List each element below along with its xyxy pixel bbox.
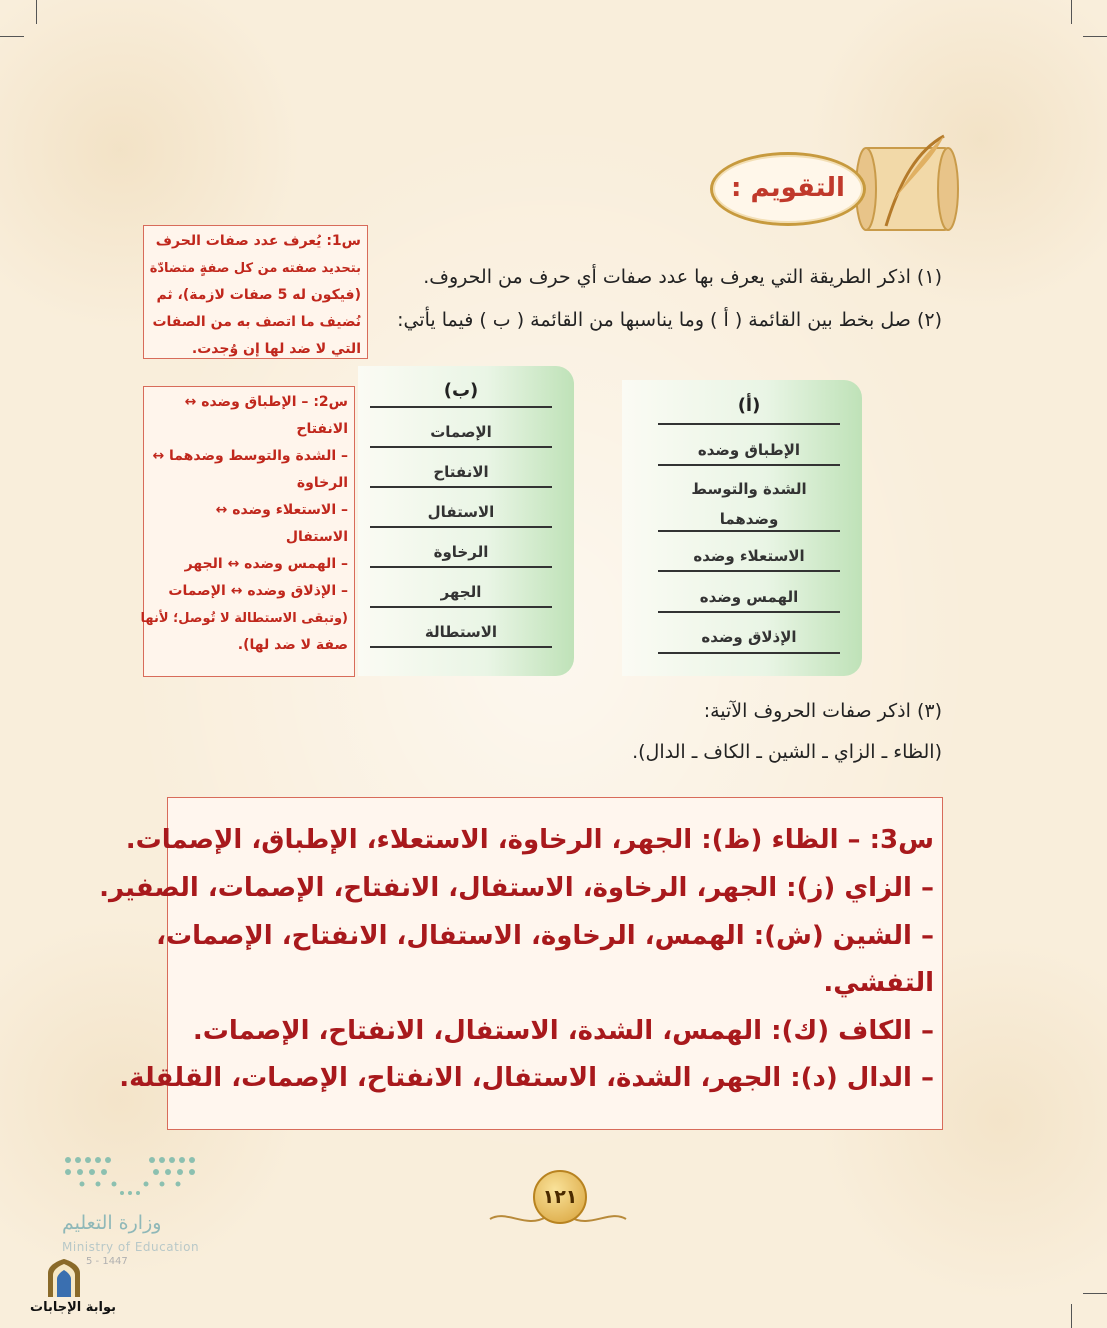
ministry-name-en: Ministry of Education <box>62 1240 200 1254</box>
answer-2-line: – الاستعلاء وضده ↔ <box>215 502 348 518</box>
list-a-item: وضدهما <box>719 510 779 528</box>
list-b-rule <box>370 526 552 528</box>
answer-1-line: نُضيف ما اتصف به من الصفات <box>152 314 361 330</box>
answer-3-line: التفشي. <box>823 968 934 998</box>
answer-3-box <box>99 797 943 1130</box>
list-b-item: الاستفال <box>427 503 495 521</box>
answer-2-box <box>140 386 355 677</box>
answer-1-label: س1: <box>326 233 361 249</box>
list-b-item: الرخاوة <box>433 543 489 561</box>
list-b-header: (ب) <box>443 380 479 401</box>
list-a-rule <box>658 570 840 572</box>
list-a-item: الاستعلاء وضده <box>693 547 805 565</box>
list-a-rule <box>658 464 840 466</box>
answer-2-line: – الإذلاق وضده ↔ الإصمات <box>168 583 348 599</box>
answer-3-line: – الزاي (ز): الجهر، الرخاوة، الاستفال، الانفتاح، الإصمات، الصفير. <box>99 873 934 903</box>
crop-mark <box>1083 36 1107 37</box>
answer-3-line: – الكاف (ك): الهمس، الشدة، الاستفال، الانفتاح، الإصمات. <box>192 1016 934 1046</box>
portal-logo-icon <box>44 1257 84 1299</box>
ministry-logo-icon <box>62 1155 197 1197</box>
answer-1-line: التي لا ضد لها إن وُجدت. <box>191 341 361 357</box>
list-a-item: الإذلاق وضده <box>701 628 797 646</box>
answer-2-line: – الإطباق وضده ↔ <box>184 394 309 410</box>
list-b-rule <box>370 646 552 648</box>
crop-mark <box>0 36 24 37</box>
answer-2-line: الرخاوة <box>296 475 348 491</box>
section-title: التقويم : <box>731 173 845 203</box>
edition-year: 5 - 1447 <box>86 1256 128 1267</box>
answer-1-line: بتحديد صفته من كل صفةٍ متضادّة <box>149 261 361 276</box>
crop-mark <box>1071 1304 1072 1328</box>
ministry-name-ar: وزارة التعليم <box>62 1212 162 1234</box>
question-3-letters: (الظاء ـ الزاي ـ الشين ـ الكاف ـ الدال). <box>632 741 942 763</box>
answer-2-line: (وتبقى الاستطالة لا تُوصل؛ لأنها <box>140 611 348 626</box>
list-a-header: (أ) <box>737 395 761 416</box>
answer-3-line-text: – الظاء (ظ): الجهر، الرخاوة، الاستعلاء، الإطباق، الإصمات. <box>125 825 861 855</box>
answer-1-box <box>143 225 368 359</box>
list-b-item: الجهر <box>440 583 482 601</box>
answer-2-line: – الشدة والتوسط وضدهما ↔ <box>152 448 348 464</box>
answer-3-line: – الشين (ش): الهمس، الرخاوة، الاستفال، الانفتاح، الإصمات، <box>156 921 934 951</box>
list-b-rule <box>370 406 552 408</box>
list-b-rule <box>370 446 552 448</box>
answer-3-label: س3: <box>869 825 934 855</box>
section-title-badge <box>710 152 866 226</box>
list-a-rule <box>658 611 840 613</box>
list-a-item: الهمس وضده <box>699 588 799 606</box>
answer-2-line: الانفتاح <box>296 421 348 437</box>
list-a-rule <box>658 530 840 532</box>
list-b-item: الانفتاح <box>433 463 489 481</box>
answer-1-line: (فيكون له 5 صفات لازمة)، ثم <box>156 287 361 303</box>
portal-name: بوابة الإجابات <box>30 1300 116 1315</box>
list-a-item: الإطباق وضده <box>697 441 801 459</box>
answer-3-line <box>126 825 934 855</box>
list-a-rule <box>658 652 840 654</box>
list-a-rule <box>658 423 840 425</box>
question-1: (١) اذكر الطريقة التي يعرف بها عدد صفات أي حرف من الحروف. <box>423 266 942 288</box>
crop-mark <box>36 0 37 24</box>
list-b-item: الاستطالة <box>424 623 498 641</box>
answer-2-line: – الهمس وضده ↔ الجهر <box>184 556 348 572</box>
answer-1-line: يُعرف عدد صفات الحرف <box>155 233 322 249</box>
answer-2-line: صفة لا ضد لها). <box>237 637 348 653</box>
answer-2-label: س2: <box>313 394 348 410</box>
crop-mark <box>1071 0 1072 24</box>
list-b-item: الإصمات <box>430 423 492 441</box>
page-number: ١٢١ <box>533 1170 587 1224</box>
answer-2-line: الاستفال <box>285 529 348 545</box>
list-b-rule <box>370 486 552 488</box>
list-b-rule <box>370 606 552 608</box>
answer-3-line: – الدال (د): الجهر، الشدة، الاستفال، الانفتاح، الإصمات، القلقلة. <box>119 1063 934 1093</box>
question-3: (٣) اذكر صفات الحروف الآتية: <box>703 700 942 722</box>
list-b-rule <box>370 566 552 568</box>
list-a-item: الشدة والتوسط <box>691 480 807 498</box>
crop-mark <box>1083 1293 1107 1294</box>
question-2: (٢) صل بخط بين القائمة ( أ ) وما يناسبها من القائمة ( ب ) فيما يأتي: <box>397 309 942 331</box>
